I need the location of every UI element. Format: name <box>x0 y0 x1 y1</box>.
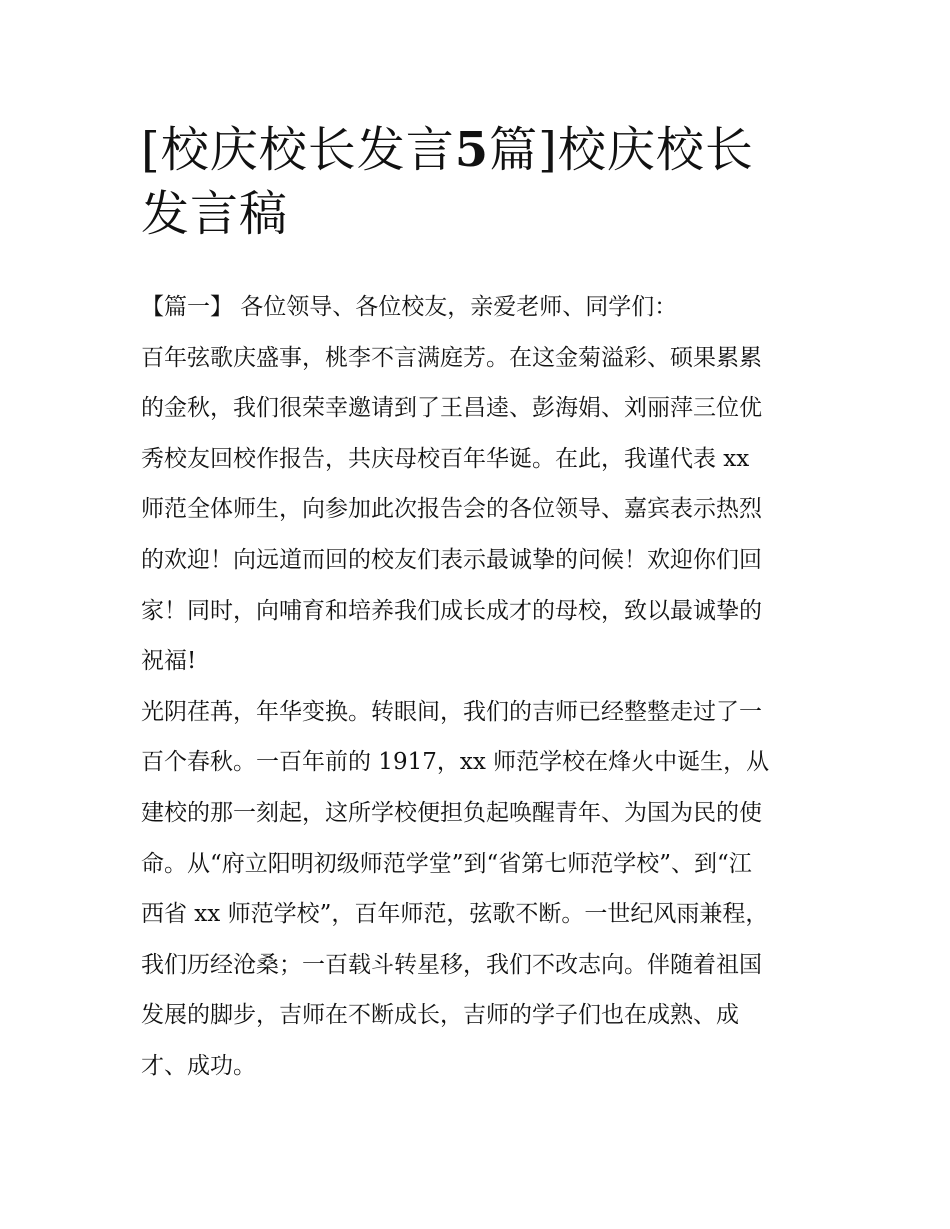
body-line: 百年弦歌庆盛事，桃李不言满庭芳。在这金菊溢彩、硕果累累 <box>141 344 762 371</box>
title-part-2: 篇]校庆校长 <box>489 122 754 178</box>
body-line: 的金秋，我们很荣幸邀请到了王昌逵、彭海娟、刘丽萍三位优 <box>141 395 762 422</box>
body-line: 才、成功。 <box>141 1052 256 1079</box>
body-line: 发展的脚步，吉师在不断成长，吉师的学子们也在成熟、成 <box>141 1002 739 1029</box>
body-line: 师范全体师生，向参加此次报告会的各位领导、嘉宾表示热烈 <box>141 496 762 523</box>
body-line: 的欢迎！向远道而回的校友们表示最诚挚的问候！欢迎你们回 <box>141 546 762 573</box>
body-line: 秀校友回校作报告，共庆母校百年华诞。在此，我谨代表 xx <box>141 445 750 472</box>
title-part-1: [校庆校长发言 <box>141 122 455 178</box>
title-line-2: 发言稿 <box>141 186 289 242</box>
body-line: 我们历经沧桑；一百载斗转星移，我们不改志向。伴随着祖国 <box>141 951 762 978</box>
body-line: 建校的那一刻起，这所学校便担负起唤醒青年、为国为民的使 <box>141 799 762 826</box>
body-line: 命。从“府立阳明初级师范学堂”到“省第七师范学校”、到“江 <box>141 850 752 877</box>
body-line: 光阴荏苒，年华变换。转眼间，我们的吉师已经整整走过了一 <box>141 698 762 725</box>
body-line: 西省 xx 师范学校”，百年师范，弦歌不断。一世纪风雨兼程， <box>141 901 769 928</box>
title-number: 5 <box>454 122 490 178</box>
body-line: 【篇一】 各位领导、各位校友，亲爱老师、同学们： <box>141 294 678 320</box>
body-line: 家！同时，向哺育和培养我们成长成才的母校，致以最诚挚的 <box>141 597 762 624</box>
document-body <box>141 282 821 1092</box>
body-line: 百个春秋。一百年前的 1917，xx 师范学校在烽火中诞生，从 <box>141 749 770 776</box>
body-line: 祝福! <box>141 648 197 675</box>
document-title <box>141 118 831 246</box>
